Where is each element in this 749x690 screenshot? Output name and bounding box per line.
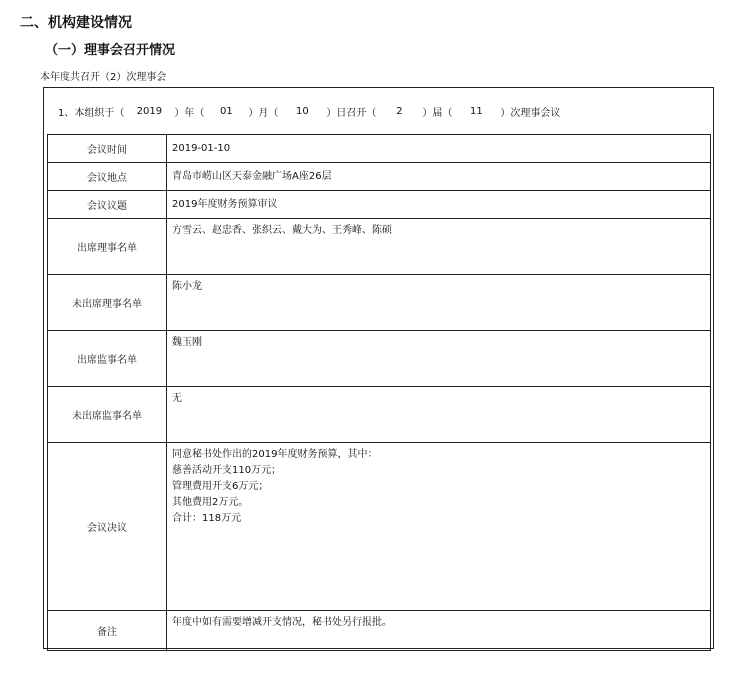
- meeting-details-table: [47, 134, 711, 651]
- resolution-value: [167, 443, 711, 611]
- resolution-line: 其他费用2万元。: [172, 497, 249, 508]
- time-label: 会议时间: [48, 135, 167, 163]
- resolution-line: 慈善活动开支110万元；: [172, 465, 282, 476]
- summary-term-suffix: ）届（: [422, 107, 453, 119]
- summary-prefix: 1、本组织于（: [58, 107, 125, 119]
- meeting-record-form: [43, 87, 714, 649]
- table-row: [48, 135, 711, 163]
- summary-day-suffix: ）日召开（: [326, 107, 377, 119]
- topic-label: 会议议题: [48, 191, 167, 219]
- table-row: [48, 163, 711, 191]
- table-row: [48, 611, 711, 651]
- meeting-count-text: 本年度共召开（2）次理事会: [40, 72, 167, 83]
- present-directors-label: 出席理事名单: [48, 219, 167, 275]
- resolution-line: 同意秘书处作出的2019年度财务预算，其中：: [172, 449, 378, 460]
- absent-directors-value: 陈小龙: [167, 275, 711, 331]
- remarks-value: 年度中如有需要增减开支情况，秘书处另行报批。: [167, 611, 711, 651]
- summary-year-suffix: ）年（: [174, 107, 205, 119]
- table-row: [48, 443, 711, 611]
- time-value: 2019-01-10: [167, 135, 711, 163]
- absent-directors-label: 未出席理事名单: [48, 275, 167, 331]
- place-label: 会议地点: [48, 163, 167, 191]
- place-value: 青岛市崂山区天泰金融广场A座26层: [167, 163, 711, 191]
- resolution-label: 会议决议: [48, 443, 167, 611]
- present-supervisors-label: 出席监事名单: [48, 331, 167, 387]
- resolution-line: 管理费用开支6万元；: [172, 481, 269, 492]
- council-term: 2: [396, 105, 403, 117]
- table-row: [48, 331, 711, 387]
- meeting-session: 11: [470, 105, 483, 117]
- table-row: [48, 275, 711, 331]
- table-row: [48, 219, 711, 275]
- meeting-month: 01: [220, 105, 233, 117]
- absent-supervisors-label: 未出席监事名单: [48, 387, 167, 443]
- absent-supervisors-value: 无: [167, 387, 711, 443]
- resolution-line: 合计：118万元: [172, 513, 242, 524]
- topic-value: 2019年度财务预算审议: [167, 191, 711, 219]
- present-supervisors-value: 魏玉刚: [167, 331, 711, 387]
- meeting-summary-line: [44, 88, 713, 134]
- meeting-year: 2019: [136, 105, 163, 117]
- section-heading: 二、机构建设情况: [20, 15, 132, 31]
- summary-session-suffix: ）次理事会议: [500, 107, 561, 119]
- remarks-label: 备注: [48, 611, 167, 651]
- subsection-heading: （一）理事会召开情况: [45, 43, 176, 58]
- table-row: [48, 387, 711, 443]
- table-row: [48, 191, 711, 219]
- summary-month-suffix: ）月（: [248, 107, 279, 119]
- meeting-day: 10: [296, 105, 309, 117]
- present-directors-value: 方雪云、赵忠香、张织云、戴大为、王秀峰、陈硕: [167, 219, 711, 275]
